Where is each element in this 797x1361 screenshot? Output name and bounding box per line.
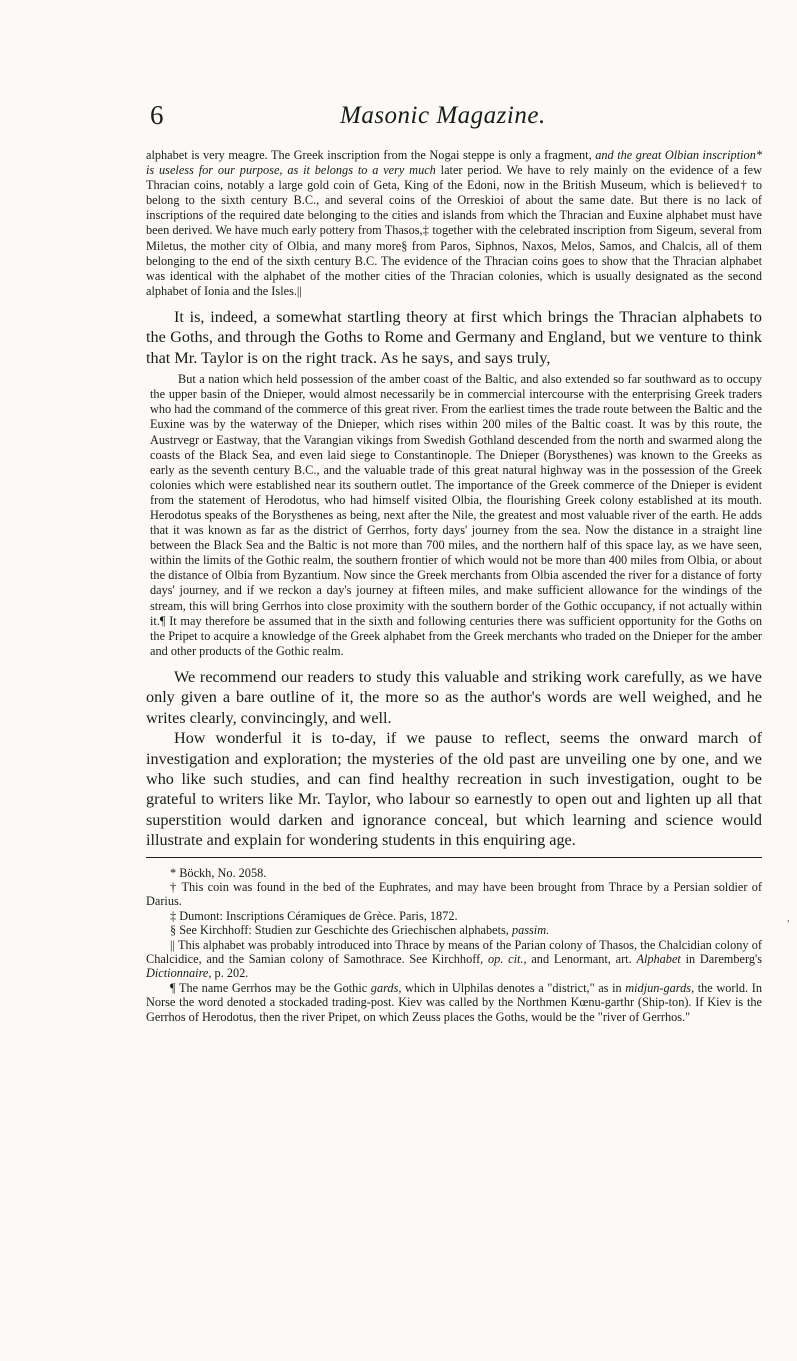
page-header [150,100,757,140]
text-run-italic: passim. [511,923,550,938]
footnote-3: ‡ Dumont: Inscriptions Céramiques de Grèce. Paris, 1872. [170,908,458,923]
text-run-italic: midjun-gards, [625,980,695,995]
running-title: Masonic Magazine. [340,102,546,129]
text-run-italic: Alphabet [636,952,681,967]
article-body [146,148,762,1024]
text-run: in Daremberg's [680,952,762,967]
paragraph-recommendation: We recommend our readers to study this valuable and striking work carefully, as we have only given a bare outline of it, the more so as the author's words are well weighed, and he writes clearly, convincingly, and well. [146,667,762,727]
text-run: which in Ulphilas denotes a "district," as in [401,980,626,995]
text-line: alphabet is very meagre. The Greek inscription from the Nogai steppe is only a fragment, [146,148,592,162]
text-run: later period. We have to rely mainly on the evidence of a few Thracian coins, notably a large gold coin of Geta, King of the Edoni, now in the British Museum, which is believed† to belong to the sixth century B.C., and several coins of the Orreskioi of about the same date. But there is no lack of inscriptions of the required date belonging to the cities and islands from which the Thracian and Euxine alphabet must have been derived. We have much early pottery from Thasos,‡ together with the celebrated inscription from Sigeum, several from Miletus, the mother city of Olbia, and many more§ from Paros, Siphnos, Naxos, Melos, Samos, and Chalcis, all of them belonging to the end of the sixth century B.C. The evidence of the Thracian coins goes to show that the Thracian alphabet was identical with the alphabet of the mother cities of the Thracian colonies, which is usually designated as the second alphabet of Ionia and the Isles.|| [146,163,763,298]
footnotes [146,866,762,1024]
paragraph-alphabet-evidence [146,148,762,299]
footnote-6 [146,981,762,1024]
footnote-1: * Böckh, No. 2058. [170,865,267,880]
text-line-italic: and the great Olbian inscription* is useless for our purpose, as it belongs to a very much [146,148,762,178]
footnote-4 [146,923,762,937]
footnote-2: † This coin was found in the bed of the Euphrates, and may have been brought from Thrace by a Persian soldier of Darius. [146,880,762,909]
text-run: and Lenormant, art. [526,952,637,967]
text-run: ¶ The name Gerrhos may be the Gothic [170,980,371,995]
margin-mark: , [787,913,790,924]
text-run-italic: op. cit., [488,952,527,967]
footnote-divider [146,857,762,858]
text-run: p. 202. [211,966,249,981]
text-run: § See Kirchhoff: Studien zur Geschichte des Griechischen alphabets, [170,923,512,938]
text-run-italic: Dictionnaire, [146,966,212,981]
paragraph-startling-theory: It is, indeed, a somewhat startling theory at first which brings the Thracian alphabets to the Goths, and through the Goths to Rome and Germany and England, but we venture to think that Mr. Taylor is on the right track. As he says, and says truly, [146,307,762,367]
block-quote-taylor: But a nation which held possession of the amber coast of the Baltic, and also extended so far southward as to occupy the upper basin of the Dnieper, would almost necessarily be in commercial intercourse with the enterprising Greek traders who had the command of the commerce of this great river. From the earliest times the trade route between the Baltic and the Euxine was by the waterway of the Dnieper, which rises within 200 miles of the Baltic coast. It was by this route, the Austrvegr or Eastway, that the Varangian vikings from Swedish Gothland descended from the north and swarmed along the coasts of the Black Sea, and even laid siege to Constantinople. The Dnieper (Borysthenes) was known to the Greeks as early as the seventh century B.C., and the valuable trade of this great natural highway was in the possession of the Greek colonies which were established near its southern outlet. The importance of the Greek commerce of the Dnieper is evident from the statement of Herodotus, who had himself visited Olbia, the flourishing Greek colony established at its mouth. Herodotus speaks of the Borysthenes as being, next after the Nile, the greatest and most valuable river of the earth. He adds that it was known as far as the district of Gerrhos, forty days' journey from the sea. Now the distance in a straight line between the Black Sea and the Baltic is not more than 700 miles, and the northern half of this space lay, as we have seen, within the limits of the Gothic realm, the southern frontier of which would not be more than 400 miles from Olbia, or about the distance of Olbia from Byzantium. Now since the Greek merchants from Olbia ascended the river for a distance of forty days' journey, and if we reckon a day's journey at fifteen miles, and make sufficient allowance for the windings of the stream, this will bring Gerrhos into close proximity with the southern border of the Gothic occupancy, if not actually within it.¶ It may therefore be assumed that in the sixth and following centuries there was sufficient opportunity for the Goths on the Pripet to acquire a knowledge of the Greek alphabet from the Greek merchants who traded on the Dnieper for the amber and other products of the Gothic realm. [150,372,762,658]
text-run: the world. In Norse the word denoted a stockaded trading-post. Kiev was called by the Northmen Kœnu-garthr (Ship-ton). If Kiev is the Gerrhos of Herodotus, then the river Pripet, on which Zeuss places the Goths, would be the "river of Gerrhos." [146,980,762,1024]
paragraph-closing: How wonderful it is to-day, if we pause to reflect, seems the onward march of investigation and exploration; the mysteries of the old past are unveiling one by one, and we who like such studies, and can find healthy recreation in such investigation, ought to be grateful to writers like Mr. Taylor, who labour so earnestly to open out and lighten up all that superstition would darken and ignorance conceal, but which learning and science would illustrate and explain for wondering students in this enquiring age. [146,729,762,850]
footnote-5 [146,938,762,981]
text-run-italic: gards, [370,980,402,995]
text-run: || This alphabet was probably introduced into Thrace by means of the Parian colony of Thasos, the Chalcidian colony of Chalcidice, and the Samian colony of Samothrace. See Kirchhoff, [146,937,762,967]
page-number: 6 [150,100,164,130]
